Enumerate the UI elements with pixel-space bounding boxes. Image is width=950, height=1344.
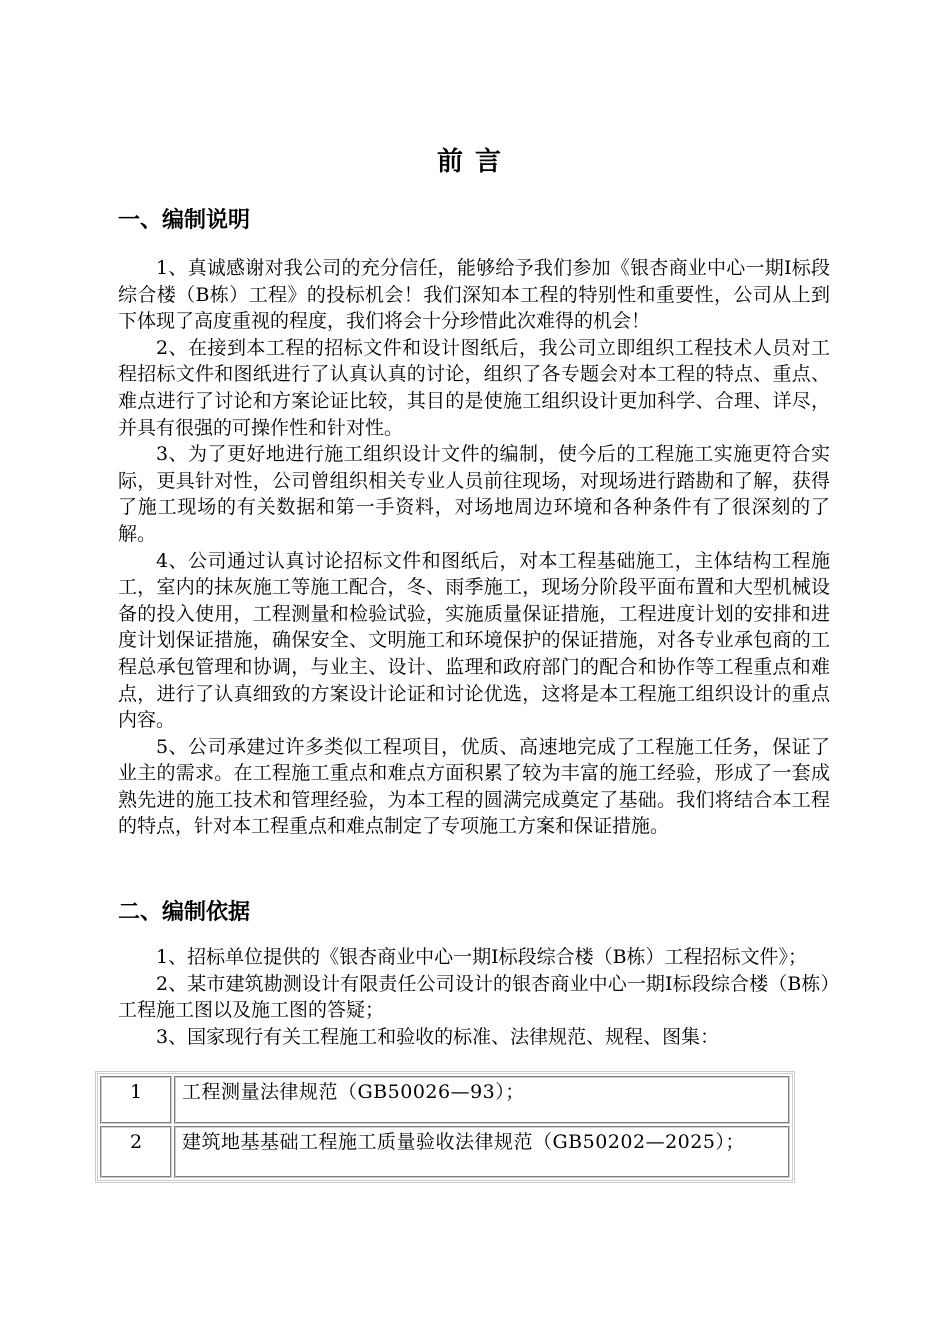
table-row bbox=[100, 1126, 790, 1178]
paragraph: 3、国家现行有关工程施工和验收的标准、法律规范、规程、图集： bbox=[156, 1025, 720, 1048]
table-row bbox=[100, 1076, 790, 1124]
table-cell-standard: 工程测量法律规范（GB50026—93）； bbox=[174, 1076, 790, 1124]
table-cell-number: 1 bbox=[100, 1076, 172, 1124]
paragraph: 4、公司通过认真讨论招标文件和图纸后，对本工程基础施工，主体结构工程施工，室内的抹灰施工等施工配合，冬、雨季施工，现场分阶段平面布置和大型机械设备的投入使用，工程测量和检验试验，实施质量保证措施，工程进度计划的安排和进度计划保证措施，确保安全、文明施工和环境保护的保证措施，对各专业承包商的工程总承包管理和协调，与业主、设计、监理和政府部门的配合和协作等工程重点和难点，进行了认真细致的方案设计论证和讨论优选，这将是本工程施工组织设计的重点内容。 bbox=[118, 549, 830, 732]
paragraph: 1、招标单位提供的《银杏商业中心一期Ⅰ标段综合楼（B栋）工程招标文件》； bbox=[156, 946, 808, 968]
compilation-notes-body bbox=[118, 255, 830, 840]
paragraph: 1、真诚感谢对我公司的充分信任，能够给予我们参加《银杏商业中心一期Ⅰ标段综合楼（B栋）工程》的投标机会！我们深知本工程的特别性和重要性，公司从上到下体现了高度重视的程度，我们将会十分珍惜此次难得的机会！ bbox=[118, 257, 830, 333]
table-cell-standard: 建筑地基基础工程施工质量验收法律规范（GB50202—2025）； bbox=[174, 1126, 790, 1178]
compilation-basis-body bbox=[118, 944, 830, 1050]
section-heading-compilation-basis: 二、编制依据 bbox=[118, 900, 251, 925]
paragraph: 2、在接到本工程的招标文件和设计图纸后，我公司立即组织工程技术人员对工程招标文件和图纸进行了认真认真的讨论，组织了各专题会对本工程的特点、重点、难点进行了讨论和方案论证比较，其目的是使施工组织设计更加科学、合理、详尽，并具有很强的可操作性和针对性。 bbox=[118, 336, 830, 439]
table-cell-number: 2 bbox=[100, 1126, 172, 1178]
page-title: 前言 bbox=[436, 147, 513, 177]
paragraph: 3、为了更好地进行施工组织设计文件的编制，使今后的工程施工实施更符合实际，更具针对性，公司曾组织相关专业人员前往现场，对现场进行踏勘和了解，获得了施工现场的有关数据和第一手资料，对场地周边环境和各种条件有了很深刻的了解。 bbox=[118, 443, 830, 545]
standards-table bbox=[95, 1071, 795, 1183]
section-heading-compilation-notes: 一、编制说明 bbox=[118, 208, 251, 233]
paragraph: 5、公司承建过许多类似工程项目，优质、高速地完成了工程施工任务，保证了业主的需求。在工程施工重点和难点方面积累了较为丰富的施工经验，形成了一套成熟先进的施工技术和管理经验，为本工程的圆满完成奠定了基础。我们将结合本工程的特点，针对本工程重点和难点制定了专项施工方案和保证措施。 bbox=[118, 735, 830, 838]
paragraph: 2、某市建筑勘测设计有限责任公司设计的银杏商业中心一期Ⅰ标段综合楼（B栋）工程施工图以及施工图的答疑； bbox=[118, 972, 830, 1022]
